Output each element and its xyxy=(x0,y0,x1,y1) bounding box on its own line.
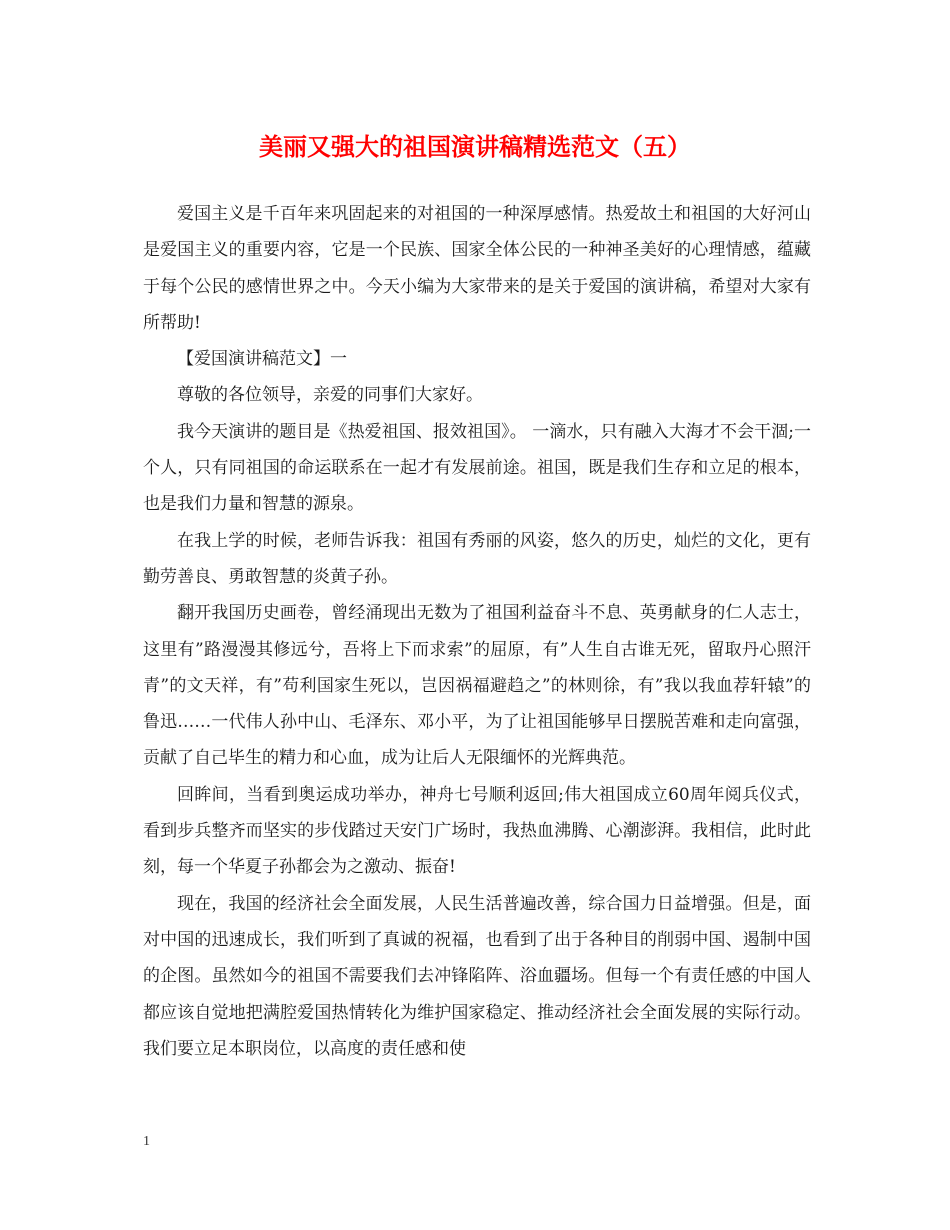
paragraph-greeting: 尊敬的各位领导，亲爱的同事们大家好。 xyxy=(177,385,483,406)
document-title: 美丽又强大的祖国演讲稿精选范文（五） xyxy=(259,132,691,161)
paragraph-intro: 爱国主义是千百年来巩固起来的对祖国的一种深厚感情。热爱故土和祖国的大好河山是爱国主义的重要内容，它是一个民族、国家全体公民的一种神圣美好的心理情感，蕴藏于每个公民的感情世界之中。今天小编为大家带来的是关于爱国的演讲稿，希望对大家有所帮助! xyxy=(143,204,811,333)
paragraph-school: 在我上学的时候，老师告诉我：祖国有秀丽的风姿，悠久的历史，灿烂的文化，更有勤劳善良、勇敢智慧的炎黄子孙。 xyxy=(143,530,811,587)
paragraph-olympics: 回眸间，当看到奥运成功举办，神舟七号顺利返回;伟大祖国成立60周年阅兵仪式，看到步兵整齐而坚实的步伐踏过天安门广场时，我热血沸腾、心潮澎湃。我相信，此时此刻，每一个华夏子孙都会为之激动、振奋! xyxy=(143,784,811,878)
paragraph-development: 现在，我国的经济社会全面发展，人民生活普遍改善，综合国力日益增强。但是，面对中国的迅速成长，我们听到了真诚的祝福，也看到了出于各种目的削弱中国、遏制中国的企图。虽然如今的祖国不需要我们去冲锋陷阵、浴血疆场。但每一个有责任感的中国人都应该自觉地把满腔爱国热情转化为维护国家稳定、推动经济社会全面发展的实际行动。我们要立足本职岗位，以高度的责任感和使 xyxy=(143,893,811,1059)
document-body xyxy=(143,196,811,1067)
paragraph-history: 翻开我国历史画卷，曾经涌现出无数为了祖国利益奋斗不息、英勇献身的仁人志士，这里有”路漫漫其修远兮，吾将上下而求索”的屈原，有”人生自古谁无死，留取丹心照汗青”的文天祥，有”苟利国家生死以，岂因祸福避趋之”的林则徐，有”我以我血荐轩辕”的鲁迅……一代伟人孙中山、毛泽东、邓小平，为了让祖国能够早日摆脱苦难和走向富强，贡献了自己毕生的精力和心血，成为让后人无限缅怀的光辉典范。 xyxy=(143,603,811,769)
paragraph-topic: 我今天演讲的题目是《热爱祖国、报效祖国》。 一滴水，只有融入大海才不会干涸;一个人，只有同祖国的命运联系在一起才有发展前途。祖国，既是我们生存和立足的根本，也是我们力量和智慧的源泉。 xyxy=(143,421,811,515)
page-number: 1 xyxy=(143,1134,150,1149)
paragraph-section-heading: 【爱国演讲稿范文】一 xyxy=(177,349,347,370)
